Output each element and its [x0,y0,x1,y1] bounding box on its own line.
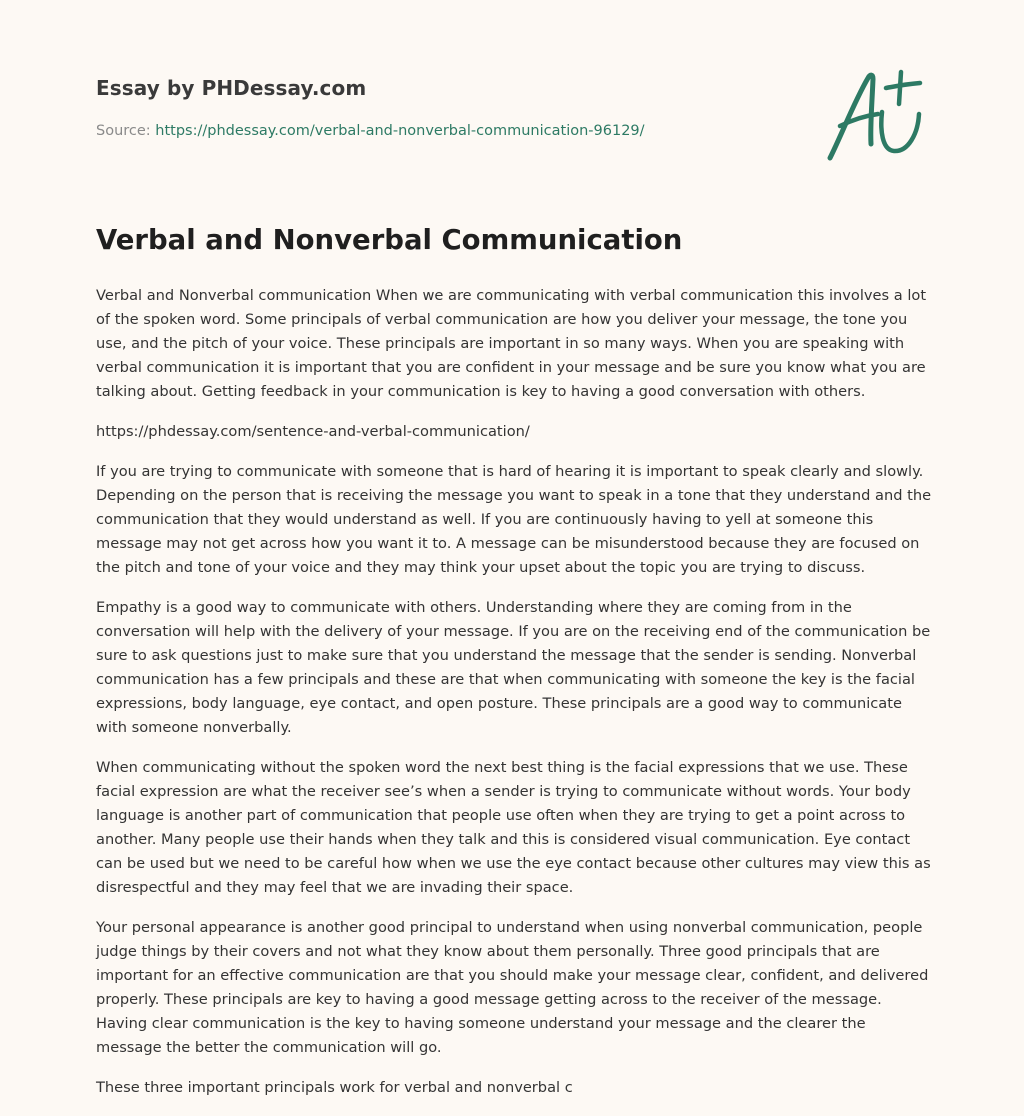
site-brand: Essay by PHDessay.com [96,76,367,100]
source-label: Source: [96,123,156,139]
essay-paragraph: Empathy is a good way to communicate with others. Understanding where they are coming from in the conversation will help with the delivery of your message. If you are on the receiving end of the communication be sure to ask questions just to make sure that you understand the message that the sender is sending. Nonverbal communication has a few principals and these are that when communicating with someone the key is the facial expressions, body language, eye contact, and open posture. These principals are a good way to communicate with someone nonverbally. [96,599,931,736]
essay-paragraph: Verbal and Nonverbal communication When we are communicating with verbal communication this involves a lot of the spoken word. Some principals of verbal communication are how you deliver your message, the tone you use, and the pitch of your voice. These principals are important in so many ways. When you are speaking with verbal communication it is important that you are confident in your message and be sure you know what you are talking about. Getting feedback in your communication is key to having a good conversation with others. [96,287,927,400]
source-line [96,123,645,139]
a-plus-grade-icon [824,64,928,168]
essay-paragraph: If you are trying to communicate with someone that is hard of hearing it is important to speak clearly and slowly. Depending on the person that is receiving the message you want to speak in a tone that they understand and the communication that they would understand as well. If you are continuously having to yell at someone this message may not get across how you want it to. A message can be misunderstood because they are focused on the pitch and tone of your voice and they may think your upset about the topic you are trying to discuss. [96,463,932,576]
essay-title: Verbal and Nonverbal Communication [96,224,683,256]
essay-paragraph-truncated: These three important principals work for verbal and nonverbal c [96,1079,573,1096]
essay-body [96,284,932,1116]
related-essay-link[interactable]: https://phdessay.com/sentence-and-verbal-communication/ [96,423,530,440]
essay-paragraph: Your personal appearance is another good principal to understand when using nonverbal communication, people judge things by their covers and not what they know about them personally. Three good principals that are important for an effective communication are that you should make your message clear, confident, and delivered properly. These principals are key to having a good message getting across to the receiver of the message. Having clear communication is the key to having someone understand your message and the clearer the message the better the communication will go. [96,919,929,1056]
source-link[interactable]: https://phdessay.com/verbal-and-nonverbal-communication-96129/ [155,123,645,139]
essay-paragraph: When communicating without the spoken word the next best thing is the facial expressions that we use. These facial expression are what the receiver see’s when a sender is trying to communicate without words. Your body language is another part of communication that people use often when they are trying to get a point across to another. Many people use their hands when they talk and this is considered visual communication. Eye contact can be used but we need to be careful how when we use the eye contact because other cultures may view this as disrespectful and they may feel that we are invading their space. [96,759,931,896]
